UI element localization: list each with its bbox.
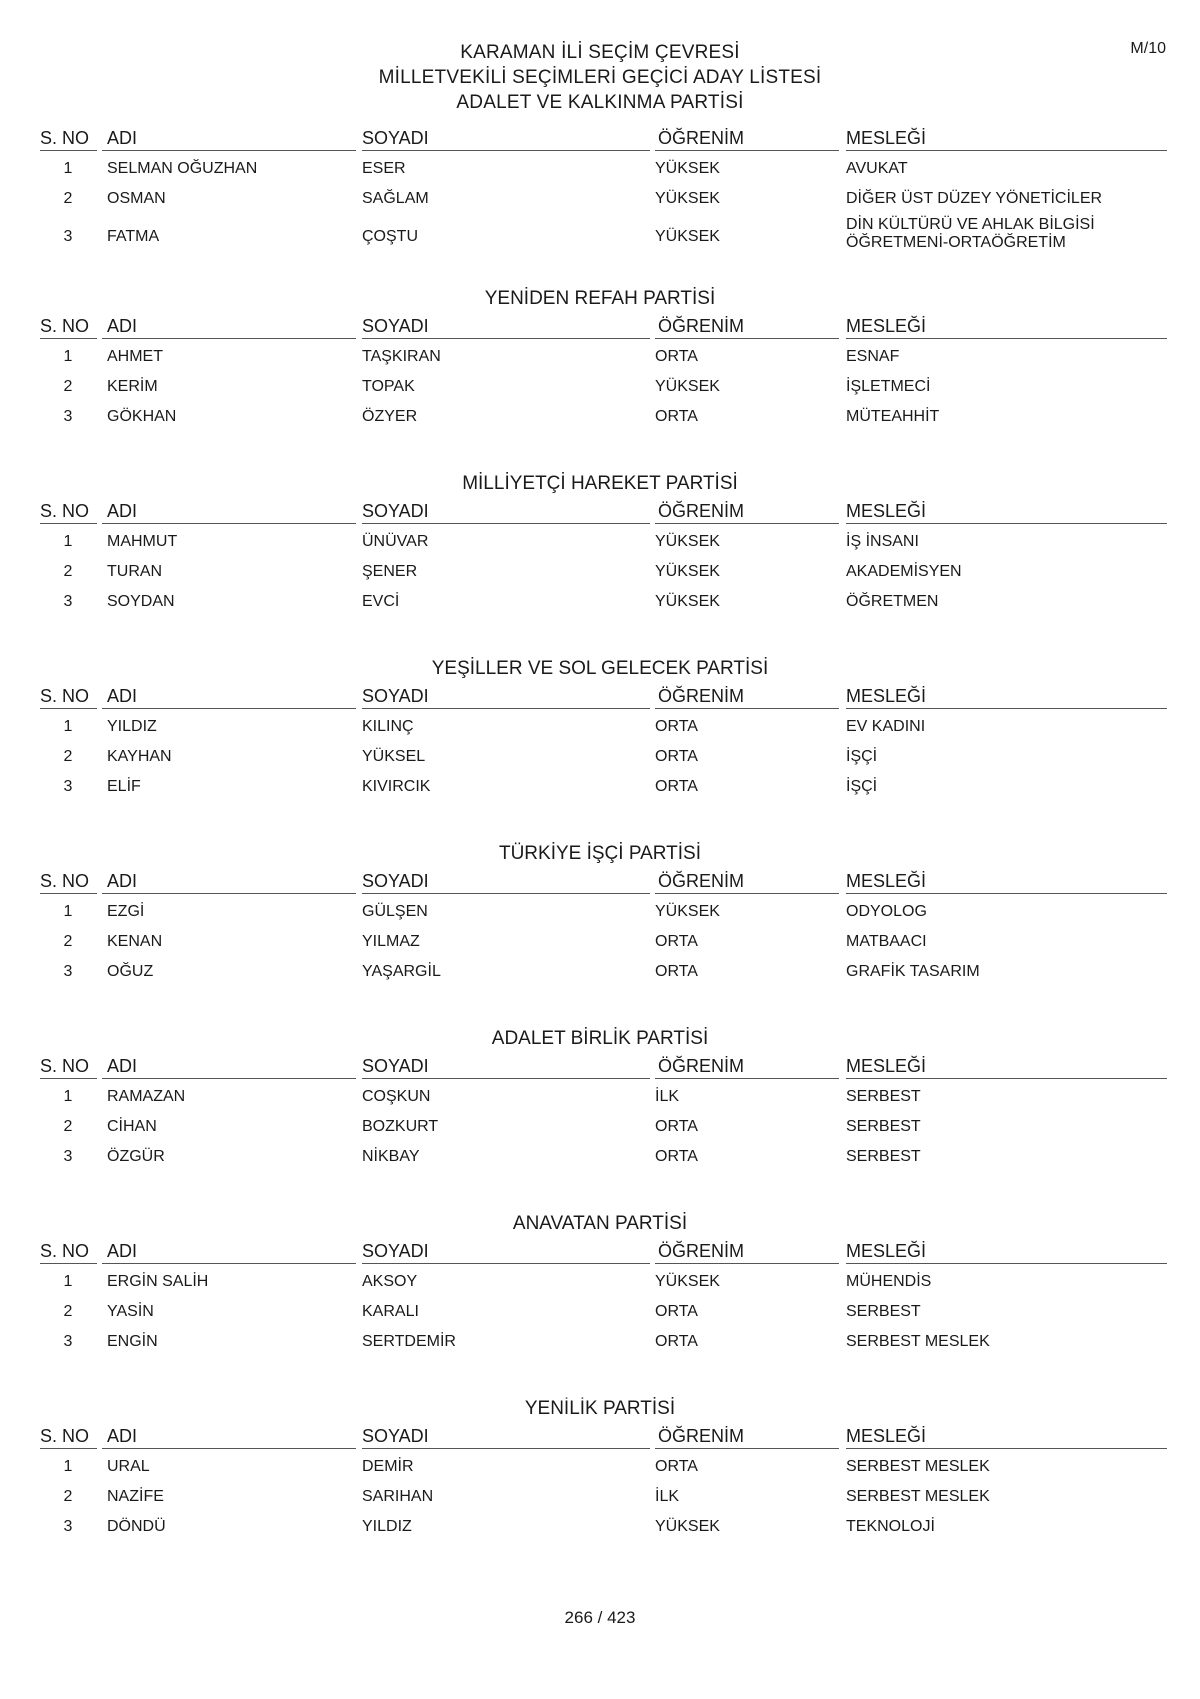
column-header-profession: MESLEĞİ [846, 501, 927, 521]
party-section [0, 1027, 1200, 1212]
candidate-no: 2 [63, 1118, 73, 1135]
table-row [0, 527, 1200, 557]
candidate-no: 1 [63, 903, 73, 920]
column-divider-line [362, 1448, 650, 1449]
candidate-education: ORTA [655, 1458, 698, 1475]
table-row [0, 402, 1200, 432]
column-divider-line [362, 150, 650, 151]
column-header-profession: MESLEĞİ [846, 316, 927, 336]
candidate-surname: NİKBAY [362, 1148, 420, 1165]
candidate-surname: ŞENER [362, 563, 418, 580]
column-header-profession: MESLEĞİ [846, 1426, 927, 1446]
candidate-name: DÖNDÜ [107, 1518, 166, 1535]
candidate-profession: DİĞER ÜST DÜZEY YÖNETİCİLER [846, 190, 1103, 207]
candidate-no: 2 [63, 933, 73, 950]
candidate-no: 2 [63, 1303, 73, 1320]
candidate-name: ELİF [107, 778, 141, 795]
column-divider-line [40, 1078, 97, 1079]
candidate-education: ORTA [655, 408, 698, 425]
candidate-surname: KARALI [362, 1303, 419, 1320]
candidate-name: RAMAZAN [107, 1088, 186, 1105]
candidate-surname: SAĞLAM [362, 190, 429, 207]
header-line-list-title: MİLLETVEKİLİ SEÇİMLERİ GEÇİCİ ADAY LİSTESİ [378, 67, 822, 88]
candidate-education: YÜKSEK [655, 563, 720, 580]
candidate-name: CİHAN [107, 1118, 157, 1135]
table-row [0, 1512, 1200, 1542]
header-line-constituency: KARAMAN İLİ SEÇİM ÇEVRESİ [460, 42, 740, 63]
candidate-name: OSMAN [107, 190, 166, 207]
candidate-education: İLK [655, 1488, 680, 1505]
column-header-education: ÖĞRENİM [658, 501, 745, 521]
column-divider-line [102, 523, 356, 524]
candidate-name: KAYHAN [107, 748, 172, 765]
candidate-surname: KIVIRCIK [362, 778, 431, 795]
candidate-education: YÜKSEK [655, 190, 720, 207]
candidate-no: 3 [63, 963, 73, 980]
table-header-row [0, 1055, 1200, 1079]
candidate-education: İLK [655, 1088, 680, 1105]
column-header-education: ÖĞRENİM [658, 128, 745, 148]
candidate-profession: İŞÇİ [846, 748, 878, 765]
column-divider-line [40, 708, 97, 709]
column-divider-line [102, 708, 356, 709]
candidate-profession: DİN KÜLTÜRÜ VE AHLAK BİLGİSİ ÖĞRETMENİ-ORTAÖĞRETİM [846, 216, 1095, 251]
candidate-education: YÜKSEK [655, 160, 720, 177]
table-row [0, 897, 1200, 927]
table-header-row [0, 685, 1200, 709]
column-header-education: ÖĞRENİM [658, 1056, 745, 1076]
candidate-surname: YAŞARGİL [362, 963, 441, 980]
column-divider-line [846, 893, 1167, 894]
candidate-profession: İŞ İNSANI [846, 533, 919, 550]
column-divider-line [655, 1078, 839, 1079]
column-divider-line [846, 1448, 1167, 1449]
candidate-education: YÜKSEK [655, 903, 720, 920]
column-divider-line [846, 708, 1167, 709]
candidate-name: YASİN [107, 1303, 154, 1320]
candidate-education: YÜKSEK [655, 228, 720, 245]
candidate-profession: GRAFİK TASARIM [846, 963, 980, 980]
candidate-education: ORTA [655, 1333, 698, 1350]
column-divider-line [40, 1263, 97, 1264]
candidate-profession: SERBEST [846, 1088, 921, 1105]
column-divider-line [40, 150, 97, 151]
column-divider-line [102, 1263, 356, 1264]
candidate-education: YÜKSEK [655, 1273, 720, 1290]
column-header-profession: MESLEĞİ [846, 686, 927, 706]
candidate-name: AHMET [107, 348, 163, 365]
column-divider-line [655, 893, 839, 894]
candidate-education: YÜKSEK [655, 593, 720, 610]
column-header-no: S. NO [40, 128, 90, 148]
table-row [0, 1082, 1200, 1112]
column-header-name: ADI [107, 871, 138, 891]
candidate-no: 2 [63, 1488, 73, 1505]
column-divider-line [102, 150, 356, 151]
candidate-name: SELMAN OĞUZHAN [107, 160, 258, 177]
table-row [0, 1482, 1200, 1512]
column-header-profession: MESLEĞİ [846, 871, 927, 891]
column-divider-line [362, 708, 650, 709]
candidate-education: ORTA [655, 718, 698, 735]
column-divider-line [40, 338, 97, 339]
table-row [0, 218, 1200, 256]
party-title: YEŞİLLER VE SOL GELECEK PARTİSİ [431, 658, 769, 679]
column-header-name: ADI [107, 1241, 138, 1261]
column-header-no: S. NO [40, 686, 90, 706]
candidate-no: 3 [63, 1333, 73, 1350]
column-header-surname: SOYADI [362, 501, 429, 521]
candidate-surname: TOPAK [362, 378, 415, 395]
candidate-surname: COŞKUN [362, 1088, 431, 1105]
header-line-first-party: ADALET VE KALKINMA PARTİSİ [456, 92, 744, 113]
candidate-no: 1 [63, 1458, 73, 1475]
column-divider-line [846, 523, 1167, 524]
candidate-education: ORTA [655, 778, 698, 795]
candidate-no: 1 [63, 1273, 73, 1290]
candidate-surname: AKSOY [362, 1273, 418, 1290]
candidate-profession: ESNAF [846, 348, 900, 365]
candidate-surname: KILINÇ [362, 718, 414, 735]
table-row [0, 1267, 1200, 1297]
table-header-row [0, 870, 1200, 894]
candidate-no: 2 [63, 748, 73, 765]
candidate-surname: SERTDEMİR [362, 1333, 456, 1350]
table-row [0, 712, 1200, 742]
column-header-surname: SOYADI [362, 316, 429, 336]
table-row [0, 742, 1200, 772]
column-divider-line [655, 1448, 839, 1449]
candidate-education: ORTA [655, 933, 698, 950]
table-row [0, 557, 1200, 587]
party-section [0, 657, 1200, 842]
candidate-profession: ODYOLOG [846, 903, 927, 920]
candidate-profession: SERBEST MESLEK [846, 1458, 990, 1475]
column-header-surname: SOYADI [362, 1056, 429, 1076]
document-header [0, 40, 1200, 115]
column-divider-line [102, 1078, 356, 1079]
column-divider-line [655, 708, 839, 709]
candidate-name: FATMA [107, 228, 160, 245]
candidate-no: 2 [63, 190, 73, 207]
candidate-profession: SERBEST MESLEK [846, 1333, 990, 1350]
table-row [0, 1327, 1200, 1357]
table-row [0, 1297, 1200, 1327]
column-header-surname: SOYADI [362, 686, 429, 706]
column-divider-line [655, 523, 839, 524]
candidate-education: ORTA [655, 1303, 698, 1320]
candidate-education: YÜKSEK [655, 378, 720, 395]
column-header-surname: SOYADI [362, 1241, 429, 1261]
column-divider-line [362, 338, 650, 339]
candidate-education: ORTA [655, 748, 698, 765]
candidate-name: MAHMUT [107, 533, 178, 550]
column-divider-line [846, 150, 1167, 151]
column-header-no: S. NO [40, 871, 90, 891]
column-divider-line [102, 338, 356, 339]
column-header-no: S. NO [40, 501, 90, 521]
candidate-name: YILDIZ [107, 718, 157, 735]
candidate-name: EZGİ [107, 903, 145, 920]
column-header-name: ADI [107, 1056, 138, 1076]
table-row [0, 342, 1200, 372]
candidate-no: 3 [63, 1518, 73, 1535]
candidate-surname: EVCİ [362, 593, 400, 610]
candidate-education: ORTA [655, 963, 698, 980]
party-title: YENİDEN REFAH PARTİSİ [484, 288, 716, 309]
party-section [0, 472, 1200, 657]
candidate-profession: ÖĞRETMEN [846, 593, 939, 610]
candidate-education: YÜKSEK [655, 533, 720, 550]
candidate-no: 1 [63, 1088, 73, 1105]
table-row [0, 184, 1200, 214]
candidate-profession: MATBAACI [846, 933, 927, 950]
table-row [0, 1452, 1200, 1482]
table-header-row [0, 1425, 1200, 1449]
party-section [0, 287, 1200, 472]
table-header-row [0, 127, 1200, 151]
column-divider-line [40, 893, 97, 894]
candidate-name: ENGİN [107, 1333, 158, 1350]
table-header-row [0, 315, 1200, 339]
column-header-surname: SOYADI [362, 1426, 429, 1446]
candidate-surname: ÇOŞTU [362, 228, 418, 245]
candidate-surname: YILMAZ [362, 933, 420, 950]
candidate-surname: ESER [362, 160, 406, 177]
table-row [0, 154, 1200, 184]
column-divider-line [40, 523, 97, 524]
column-header-name: ADI [107, 316, 138, 336]
candidate-no: 1 [63, 160, 73, 177]
table-header-row [0, 1240, 1200, 1264]
table-header-row [0, 500, 1200, 524]
candidate-education: ORTA [655, 348, 698, 365]
column-divider-line [655, 338, 839, 339]
table-row [0, 372, 1200, 402]
table-row [0, 927, 1200, 957]
table-row [0, 772, 1200, 802]
candidate-surname: ÖZYER [362, 408, 418, 425]
candidate-surname: TAŞKIRAN [362, 348, 441, 365]
column-header-education: ÖĞRENİM [658, 871, 745, 891]
party-title: TÜRKİYE İŞÇİ PARTİSİ [498, 843, 701, 864]
party-section [0, 842, 1200, 1027]
column-divider-line [102, 1448, 356, 1449]
candidate-surname: SARIHAN [362, 1488, 434, 1505]
column-header-profession: MESLEĞİ [846, 1241, 927, 1261]
candidate-surname: GÜLŞEN [362, 903, 428, 920]
column-divider-line [362, 1263, 650, 1264]
candidate-name: KENAN [107, 933, 163, 950]
column-divider-line [40, 1448, 97, 1449]
candidate-profession: MÜHENDİS [846, 1273, 932, 1290]
party-title: YENİLİK PARTİSİ [524, 1398, 676, 1419]
candidate-surname: YILDIZ [362, 1518, 412, 1535]
page-code: M/10 [1130, 40, 1166, 57]
candidate-profession: SERBEST [846, 1148, 921, 1165]
table-row [0, 587, 1200, 617]
candidate-no: 2 [63, 563, 73, 580]
column-header-education: ÖĞRENİM [658, 1426, 745, 1446]
table-row [0, 1142, 1200, 1172]
candidate-name: SOYDAN [107, 593, 175, 610]
column-divider-line [362, 893, 650, 894]
column-header-name: ADI [107, 1426, 138, 1446]
candidate-no: 1 [63, 533, 73, 550]
candidate-no: 2 [63, 378, 73, 395]
table-row [0, 1112, 1200, 1142]
candidate-name: ERGİN SALİH [107, 1273, 209, 1290]
candidate-education: YÜKSEK [655, 1518, 720, 1535]
candidate-profession: EV KADINI [846, 718, 926, 735]
column-header-no: S. NO [40, 1056, 90, 1076]
column-header-no: S. NO [40, 1241, 90, 1261]
candidate-no: 1 [63, 718, 73, 735]
column-divider-line [846, 338, 1167, 339]
candidate-profession: TEKNOLOJİ [846, 1518, 935, 1535]
column-divider-line [655, 150, 839, 151]
column-header-education: ÖĞRENİM [658, 1241, 745, 1261]
candidate-no: 1 [63, 348, 73, 365]
candidate-name: OĞUZ [107, 963, 154, 980]
column-divider-line [846, 1263, 1167, 1264]
party-title: ADALET BİRLİK PARTİSİ [491, 1028, 709, 1049]
candidate-no: 3 [63, 1148, 73, 1165]
candidate-surname: YÜKSEL [362, 748, 426, 765]
candidate-name: TURAN [107, 563, 163, 580]
column-header-name: ADI [107, 686, 138, 706]
candidate-name: NAZİFE [107, 1488, 164, 1505]
party-title: ANAVATAN PARTİSİ [512, 1213, 688, 1234]
column-header-education: ÖĞRENİM [658, 686, 745, 706]
candidate-name: URAL [107, 1458, 150, 1475]
candidate-profession: SERBEST MESLEK [846, 1488, 990, 1505]
column-header-surname: SOYADI [362, 128, 429, 148]
column-header-profession: MESLEĞİ [846, 128, 927, 148]
candidate-profession: SERBEST [846, 1303, 921, 1320]
column-divider-line [362, 523, 650, 524]
party-title: MİLLİYETÇİ HAREKET PARTİSİ [462, 473, 738, 494]
column-header-education: ÖĞRENİM [658, 316, 745, 336]
column-header-name: ADI [107, 128, 138, 148]
candidate-profession: SERBEST [846, 1118, 921, 1135]
column-divider-line [102, 893, 356, 894]
column-header-name: ADI [107, 501, 138, 521]
candidate-profession: AVUKAT [846, 160, 908, 177]
candidate-surname: ÜNÜVAR [362, 533, 429, 550]
party-section [0, 1397, 1200, 1582]
candidate-surname: DEMİR [362, 1458, 414, 1475]
column-header-no: S. NO [40, 1426, 90, 1446]
party-section [0, 127, 1200, 287]
candidate-profession: AKADEMİSYEN [846, 563, 962, 580]
candidate-no: 3 [63, 778, 73, 795]
party-sections [0, 127, 1200, 1582]
column-header-surname: SOYADI [362, 871, 429, 891]
candidate-surname: BOZKURT [362, 1118, 439, 1135]
table-row [0, 957, 1200, 987]
candidate-education: ORTA [655, 1148, 698, 1165]
candidate-name: GÖKHAN [107, 408, 177, 425]
column-divider-line [846, 1078, 1167, 1079]
candidate-no: 3 [63, 408, 73, 425]
candidate-education: ORTA [655, 1118, 698, 1135]
candidate-no: 3 [63, 593, 73, 610]
candidate-name: ÖZGÜR [107, 1148, 165, 1165]
candidate-name: KERİM [107, 378, 158, 395]
candidate-profession: MÜTEAHHİT [846, 408, 940, 425]
candidate-no: 3 [63, 228, 73, 245]
candidate-profession: İŞÇİ [846, 778, 878, 795]
page-number: 266 / 423 [564, 1608, 636, 1627]
column-header-no: S. NO [40, 316, 90, 336]
party-section [0, 1212, 1200, 1397]
column-header-profession: MESLEĞİ [846, 1056, 927, 1076]
column-divider-line [362, 1078, 650, 1079]
column-divider-line [655, 1263, 839, 1264]
candidate-profession: İŞLETMECİ [846, 378, 931, 395]
